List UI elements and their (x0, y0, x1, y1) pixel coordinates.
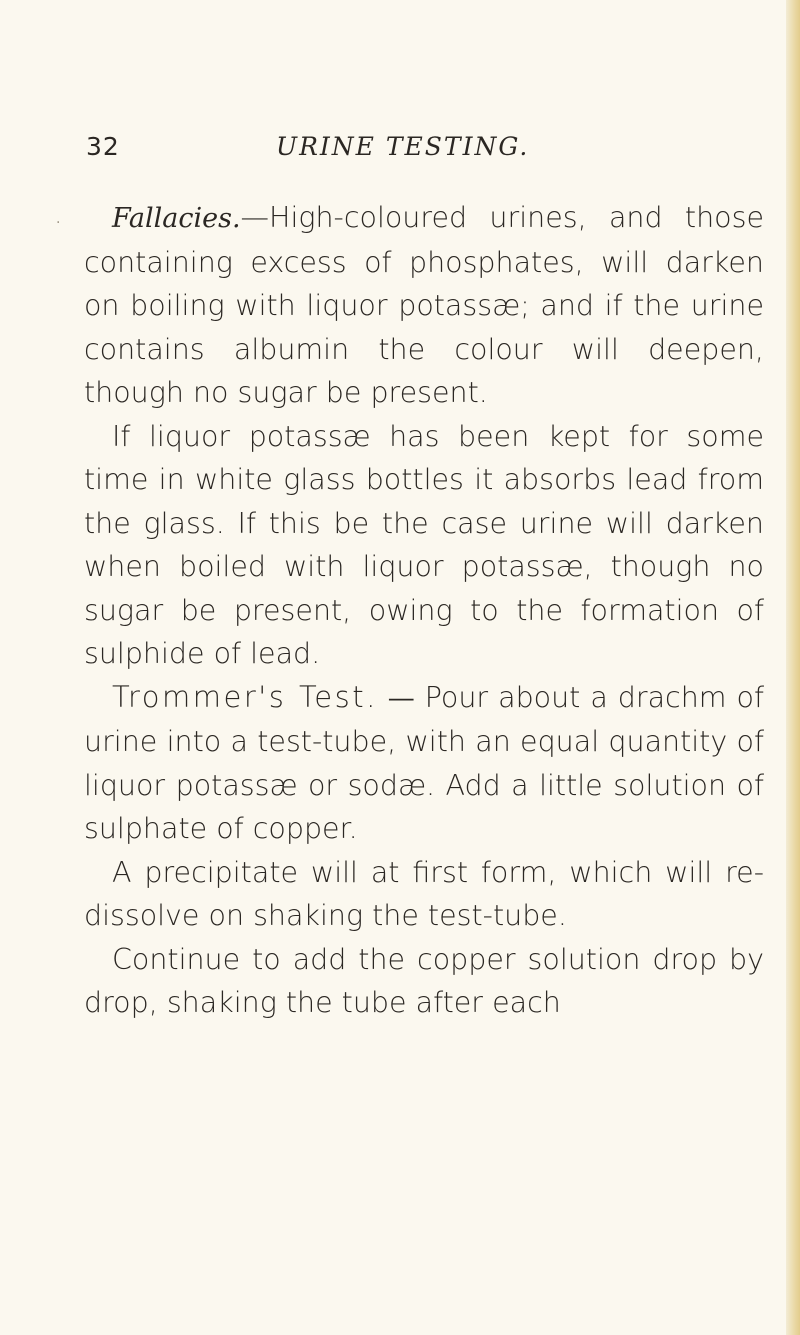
paragraph-fallacies (84, 196, 764, 415)
paragraph-precipitate: A precipitate will at first form, which will re-dissolve on shaking the test-tube. (84, 855, 764, 932)
page-edge (786, 0, 800, 1335)
fallacies-dash: — (240, 201, 270, 234)
page-number: 32 (86, 132, 120, 161)
margin-mark: · (56, 215, 61, 231)
trommers-test-heading: Trommer's Test. (112, 679, 378, 714)
page-text (84, 196, 764, 1025)
fallacies-label: Fallacies. (112, 203, 241, 234)
running-title: URINE TESTING. (276, 132, 530, 161)
paragraph-trommers-test (84, 676, 764, 851)
fallacies-text: High-coloured urines, and those containing excess of phosphates, will darken on boiling with liquor potassæ; and if the urine contains albumin the colour will deepen, though no sugar be present. (84, 201, 764, 409)
trommers-dash: — (387, 682, 415, 714)
trommers-text: Pour about a drachm of urine into a test-tube, with an equal quantity of liquor potassæ or sodæ. Add a little solution of sulphate of copper. (84, 680, 765, 845)
paragraph-liquor-potassae: If liquor potassæ has been kept for some time in white glass bottles it absorbs lead from the glass. If this be the case urine will darken when boiled with liquor potassæ, though no sugar be present, owing to the formation of sulphide of lead. (84, 419, 764, 670)
paragraph-continue: Continue to add the copper solution drop by drop, shaking the tube after each (84, 942, 764, 1019)
